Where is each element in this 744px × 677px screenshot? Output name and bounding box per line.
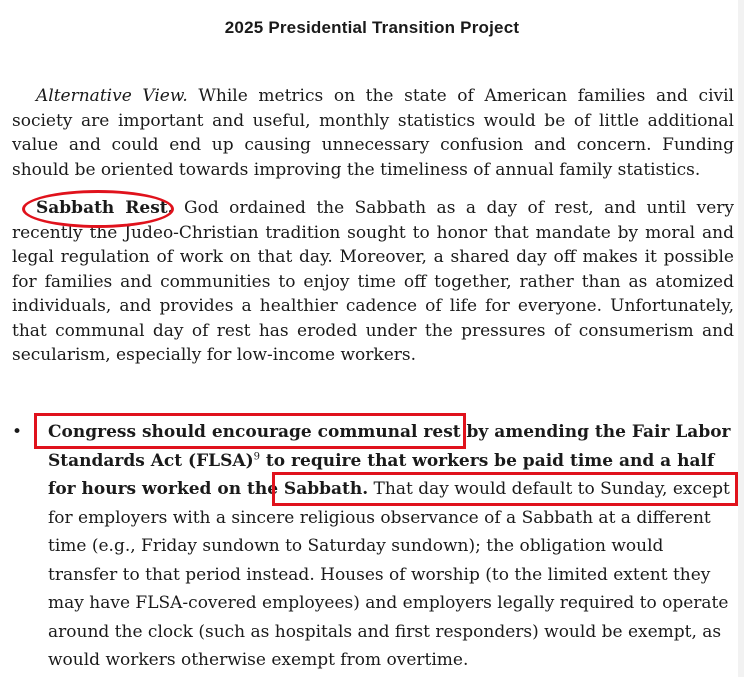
annotation-box-congress [34,413,466,449]
bullet-symbol: • [12,422,23,442]
paragraph-body: While metrics on the state of American families and civil society are important and useful, monthly statistics would be of little additional value and could end up causing unnecessary confusion and concern. Funding should be oriented towards improving the timeliness of annual family statistics. [12,86,734,180]
bullet-text [48,418,738,675]
paragraph-alternative-view [12,84,734,182]
paragraph-body: God ordained the Sabbath as a day of rest, and until very recently the Judeo-Christian tradition sought to honor that mandate by moral and legal regulation of work on that day. Moreover, a shared day off makes it possible for families and communities to enjoy time off together, rather than as atomized individuals, and provides a healthier cadence of life for everyone. Unfortunately, that communal day of rest has eroded under the pressures of consumerism and secularism, especially for low-income workers. [12,198,735,365]
annotation-box-sabbath [272,472,738,506]
paragraph-lead: Alternative View. [36,86,188,106]
bullet-body: That day would default to Sunday, except for employers with a sincere religious observance of a Sabbath at a different time (e.g., Friday sundown to Saturday sundown); the obligation would transfer to that period instead. Houses of worship (to the limited extent they may have FLSA-covered employees) and employers legally required to operate around the clock (such as hospitals and first responders) would be exempt, as would workers otherwise exempt from overtime. [48,479,730,670]
page-edge [738,0,744,677]
bullet-bold-continued: to require that workers be paid time and a half for hours worked on the Sabbath. [48,450,715,499]
bullet-bold-lead: Congress should encourage communal rest by amending the Fair Labor Standards Act (FLSA) [48,422,731,471]
annotation-oval-sabbath-rest [22,190,174,228]
page-header: 2025 Presidential Transition Project [224,18,520,37]
paragraph-lead: Sabbath Rest. [36,198,174,218]
footnote-marker: 9 [253,450,261,462]
